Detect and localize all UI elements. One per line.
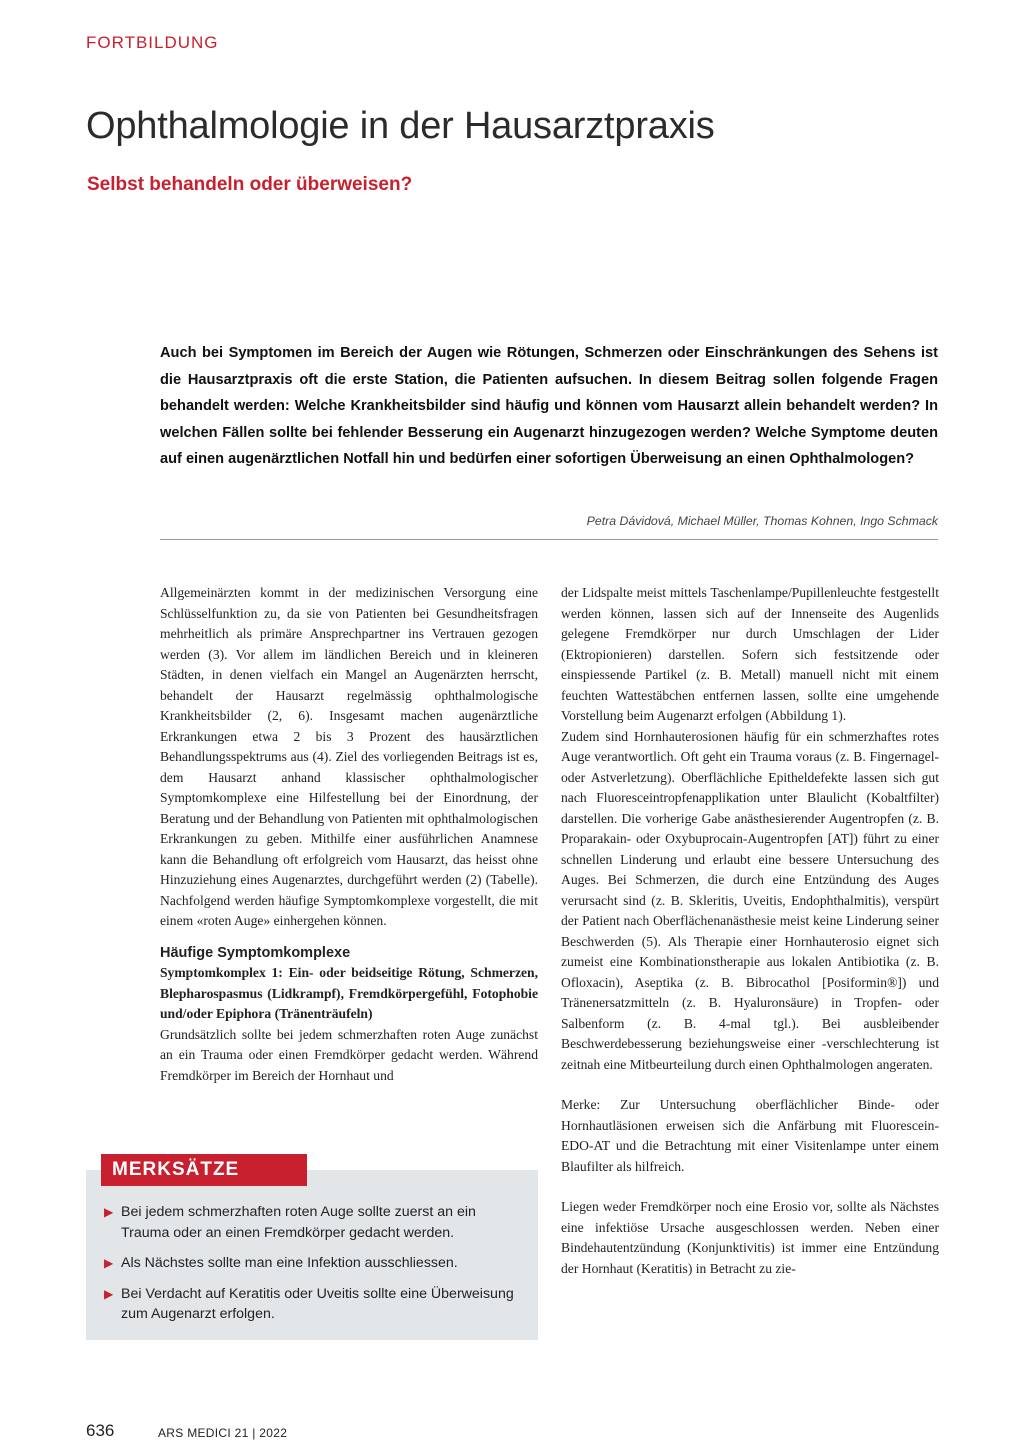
list-item — [104, 1202, 524, 1243]
list-item — [104, 1253, 524, 1274]
body-paragraph: Grundsätzlich sollte bei jedem schmerzhaften roten Auge zunächst an ein Trauma oder einen Fremdkörper gedacht werden. Während Fremdkörper im Bereich der Hornhaut und — [160, 1026, 538, 1083]
triangle-right-icon: ▶ — [104, 1205, 114, 1219]
divider — [160, 539, 938, 540]
section-heading: Häufige Symptomkomplexe — [160, 944, 351, 961]
merksaetze-title: MERKSÄTZE — [101, 1154, 307, 1186]
merke-note: Merke: Zur Untersuchung oberflächlicher Binde- oder Hornhautläsionen erweisen sich die Anfärbung mit Fluorescein-EDO-AT und die Betrachtung mit einer Visitenlampe unter einem Blaufilter als hilfreich. — [561, 1097, 939, 1174]
body-paragraph: Zudem sind Hornhauterosionen häufig für ein schmerzhaftes rotes Auge verantwortlich. Oft geht ein Trauma voraus (z. B. Fingernagel- oder Astverletzung). Oberflächliche Epitheldefekte lassen sich gut nach Fluoresceintropfenapplikation unter Blaulicht (Kobaltfilter) darstellen. Die vorherige Gabe anästhesierender Augentropfen (z. B. Proparakain- oder Oxybuprocain-Augentropfen [AT]) führt zu einer schnellen Linderung und erlaubt eine bessere Untersuchung des Auges. Bei Schmerzen, die durch eine Entzündung des Auges verursacht sind (z. B. Skleritis, Uveitis, Endophthalmitis), verspürt der Patient nach Oberflächenanästhesie meist keine Linderung seiner Beschwerden (5). Als Therapie einer Hornhauterosio eignet sich zumeist eine Kombinationstherapie aus lokalen Antibiotika (z. B. Ofloxacin), Aseptika (z. B. Bibrocathol [Posiformin®]) und Tränenersatzmitteln (z. B. Hyaluronsäure) in Tropfen- oder Salbenform (z. B. 4-mal tgl.). Bei ausbleibender Beschwerdebesserung beziehungsweise einer -verschlechterung ist zeitnah eine Mitbeurteilung durch einen Ophthalmologen angeraten. — [561, 728, 939, 1072]
list-item-text: Als Nächstes sollte man eine Infektion ausschliessen. — [121, 1255, 458, 1271]
article-title: Ophthalmologie in der Hausarztpraxis — [86, 105, 715, 147]
triangle-right-icon: ▶ — [104, 1256, 114, 1270]
section-label: FORTBILDUNG — [86, 33, 219, 52]
right-column — [561, 583, 939, 1279]
list-item-text: Bei Verdacht auf Keratitis oder Uveitis sollte eine Überweisung zum Augenarzt erfolgen. — [121, 1285, 514, 1322]
list-item — [104, 1284, 524, 1325]
journal-name: ARS MEDICI 21 | 2022 — [158, 1426, 288, 1440]
body-paragraph: Liegen weder Fremdkörper noch eine Erosio vor, sollte als Nächstes eine infektiöse Ursache ausgeschlossen werden. Neben einer Bindehautentzündung (Konjunktivitis) ist immer eine Entzündung der Hornhaut (Keratitis) in Betracht zu zie- — [561, 1199, 939, 1276]
page-number: 636 — [86, 1421, 115, 1440]
lead-paragraph: Auch bei Symptomen im Bereich der Augen wie Rötungen, Schmerzen oder Einschränkungen des Sehens ist die Hausarztpraxis oft die erste Station, die Patienten aufsuchen. In diesem Beitrag sollen folgende Fragen behandelt werden: Welche Krankheitsbilder sind häufig und können vom Hausarzt allein behandelt werden? In welchen Fällen sollte bei fehlender Besserung ein Augenarzt hinzugezogen werden? Welche Symptome deuten auf einen augenärztlichen Notfall hin und bedürfen einer sofortigen Überweisung an einen Ophthalmologen? — [160, 345, 938, 468]
article-subtitle: Selbst behandeln oder überweisen? — [87, 174, 413, 195]
merksaetze-list — [104, 1202, 524, 1335]
author-line: Petra Dávidová, Michael Müller, Thomas Kohnen, Ingo Schmack — [586, 514, 938, 528]
triangle-right-icon: ▶ — [104, 1286, 114, 1301]
symptom-heading: Symptomkomplex 1: Ein- oder beidseitige Rötung, Schmerzen, Blepharospasmus (Lidkrampf), Fremdkörpergefühl, Fotophobie und/oder Epiphora (Tränenträufeln) — [160, 965, 538, 1021]
intro-paragraph: Allgemeinärzten kommt in der medizinischen Versorgung eine Schlüsselfunktion zu, da sie von Patienten bei Gesundheitsfragen mehrheitlich als primäre Ansprechpartner ins Vertrauen gezogen werden (3). Vor allem im ländlichen Bereich und in kleineren Städten, in denen vielfach ein Mangel an Augenärzten herrscht, behandelt der Hausarzt regelmässig ophthalmologische Krankheitsbilder (2, 6). Insgesamt machen augenärztliche Erkrankungen etwa 2 bis 3 Prozent des hausärztlichen Behandlungsspektrums aus (4). Ziel des vorliegenden Beitrags ist es, dem Hausarzt anhand klassischer ophthalmologischer Symptomkomplexe eine Hilfestellung bei der Einordnung, der Beratung und der Behandlung von Patienten mit ophthalmologischen Erkrankungen zu geben. Mithilfe einer ausführlichen Anamnese kann die Behandlung oft erfolgreich vom Hausarzt, das heisst ohne Hinzuziehung eines Augenarztes, durchgeführt werden (2) (Tabelle). Nachfolgend werden häufige Symptomkomplexe vorgestellt, die mit einem «roten Auge» einhergehen können. — [160, 585, 538, 928]
left-column — [160, 583, 538, 1086]
body-paragraph: der Lidspalte meist mittels Taschenlampe/Pupillenleuchte festgestellt werden können, lassen sich auf der Innenseite des Augenlids gelegene Fremdkörper nur durch Umschlagen der Lider (Ektropionieren) darstellen. Sofern sich festsitzende oder einspiessende Partikel (z. B. Metall) manuell nicht mit einem feuchten Wattestäbchen entfernen lassen, sollte eine umgehende Vorstellung beim Augenarzt erfolgen (Abbildung 1). — [561, 585, 939, 723]
list-item-text: Bei jedem schmerzhaften roten Auge sollte zuerst an ein Trauma oder an einen Fremdkörper gedacht werden. — [121, 1204, 476, 1241]
